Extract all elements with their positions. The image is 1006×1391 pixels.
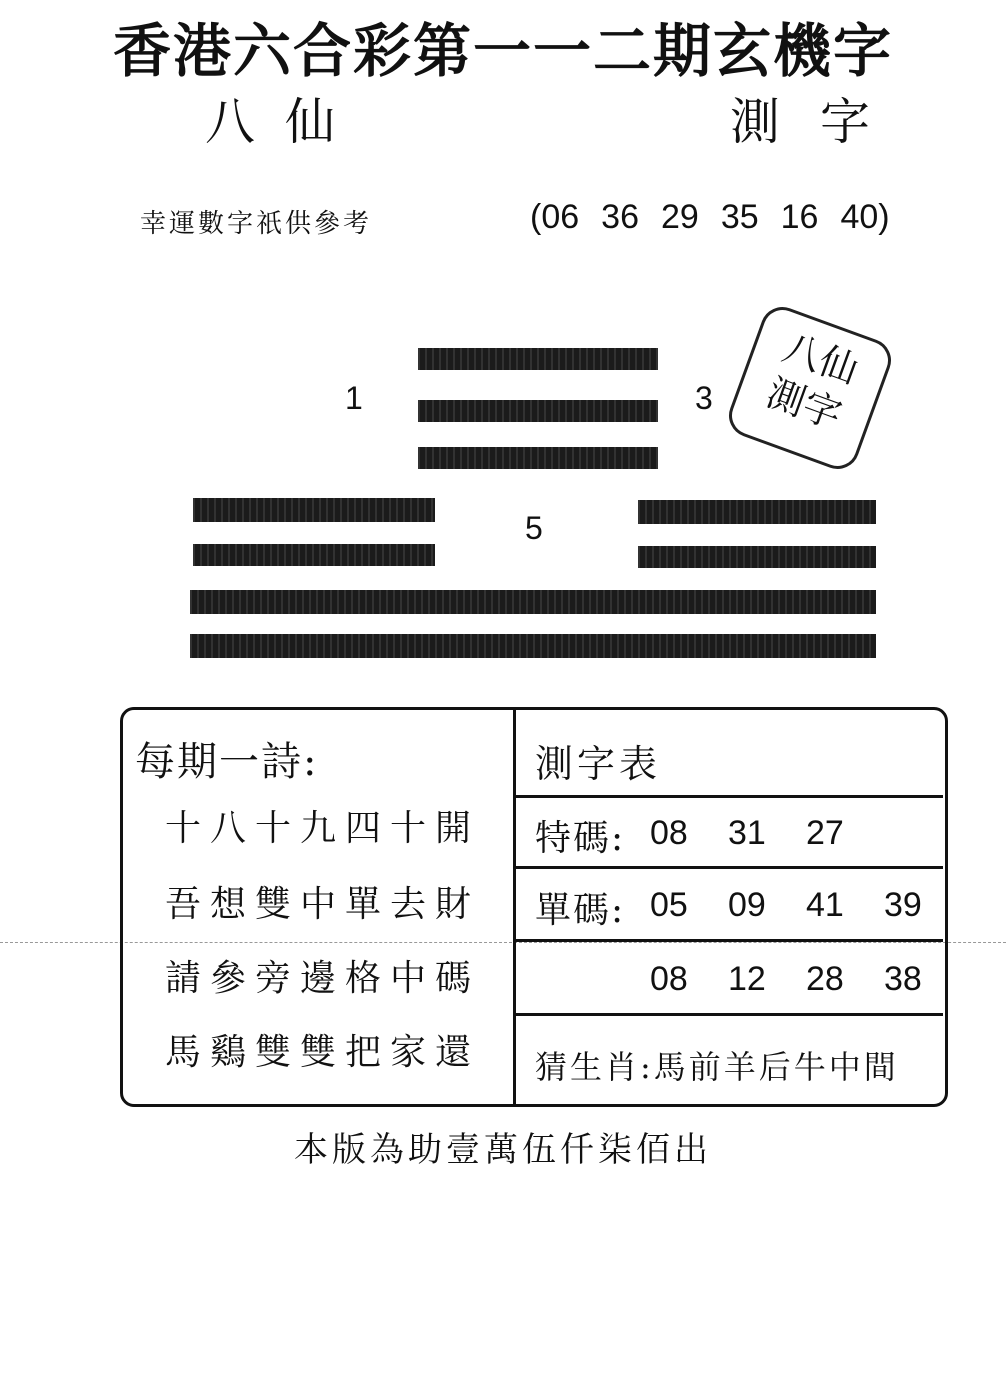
subtitle-left: 八仙 (205, 93, 365, 151)
extra-code-numbers (650, 960, 962, 999)
trigram-line-broken-right (638, 500, 876, 524)
code-number: 41 (806, 886, 844, 924)
code-number: 08 (650, 960, 688, 998)
lucky-numbers (530, 198, 912, 237)
code-number: 31 (728, 814, 766, 852)
special-code-label: 特碼: (535, 818, 626, 859)
poem-line: 十八十九四十開 (165, 808, 481, 849)
seal-stamp-text: 八仙 測字 (760, 325, 864, 438)
table-divider (513, 707, 516, 1104)
page-title: 香港六合彩第一一二期玄機字 (112, 17, 893, 85)
lucky-number: 29 (660, 198, 699, 236)
single-code-label: 單碼: (535, 890, 626, 931)
zodiac-guess: 猜生肖:馬前羊后牛中間 (535, 1048, 899, 1086)
trigram-line (190, 634, 876, 658)
trigram-line-broken-left (193, 498, 435, 522)
lucky-number: 40 (840, 198, 879, 236)
lucky-number: 06 (541, 198, 580, 236)
lucky-close-paren: ) (878, 198, 890, 236)
code-number: 05 (650, 886, 688, 924)
lucky-numbers-label: 幸運數字祇供參考 (140, 209, 373, 239)
table-row-divider (515, 939, 943, 942)
trigram-line (190, 590, 876, 614)
table-title: 測字表 (535, 742, 662, 786)
trigram-line (418, 400, 658, 422)
code-number: 08 (650, 814, 688, 852)
subtitle-right: 測字 (730, 93, 910, 151)
lucky-number: 36 (601, 198, 639, 236)
code-number: 38 (884, 960, 922, 998)
poem-title: 每期一詩: (135, 739, 319, 785)
lucky-number: 35 (720, 198, 759, 236)
poem-line: 馬鷄雙雙把家還 (165, 1032, 481, 1073)
code-number: 09 (728, 886, 766, 924)
poem-line: 吾想雙中單去財 (165, 884, 481, 925)
footer-note: 本版為助壹萬伍仟柒佰出 (294, 1130, 712, 1170)
code-number: 12 (728, 960, 766, 998)
code-number: 39 (884, 886, 922, 924)
code-number: 28 (806, 960, 844, 998)
trigram-number-right: 3 (695, 380, 713, 416)
trigram-line (418, 348, 658, 370)
single-code-numbers (650, 886, 962, 925)
trigram-number-left: 1 (345, 380, 363, 416)
trigram-line (418, 447, 658, 469)
table-row-divider (515, 795, 943, 798)
lucky-open-paren: ( (530, 198, 542, 236)
trigram-line-broken-left (193, 544, 435, 566)
trigram-number-center: 5 (525, 510, 543, 546)
table-row-divider (515, 866, 943, 869)
lucky-number: 16 (780, 198, 819, 236)
poem-line: 請參旁邊格中碼 (165, 958, 481, 999)
code-number: 27 (806, 814, 844, 852)
seal-stamp (723, 301, 897, 475)
trigram-line-broken-right (638, 546, 876, 568)
special-code-numbers (650, 814, 884, 853)
table-row-divider (515, 1013, 943, 1016)
